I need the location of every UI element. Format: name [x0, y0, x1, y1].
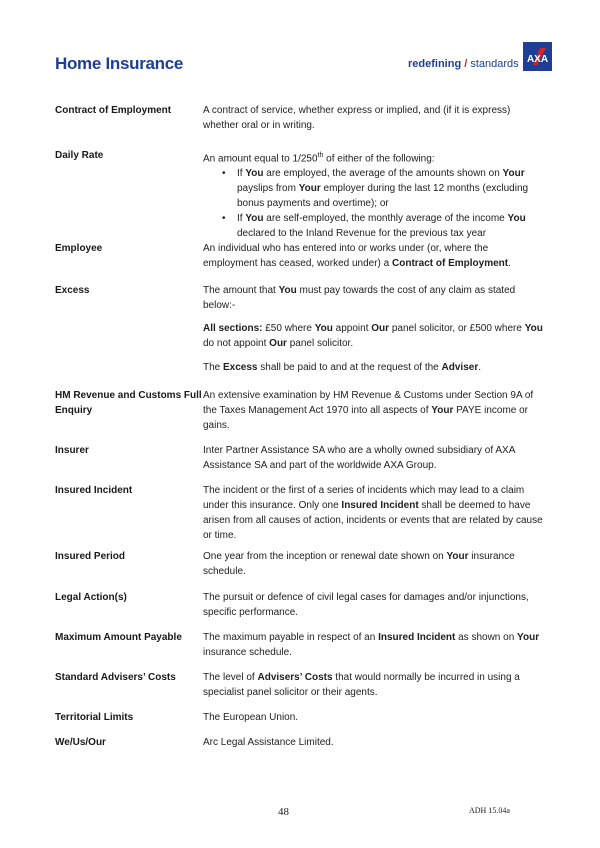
definition-term: Standard Advisers’ Costs [55, 672, 176, 683]
definition-text: A contract of service, whether express or implied, and (if it is express) whether oral or in writing. [203, 105, 511, 131]
definition-term: Maximum Amount Payable [55, 632, 182, 643]
definition-text: An individual who has entered into or works under (or, where the employment has ceased, worked under) a Contract of Employment. [203, 243, 511, 269]
definition-term: Insured Incident [55, 485, 133, 496]
tagline-slash: / [464, 58, 468, 70]
definition-term: Daily Rate [55, 150, 104, 161]
definition-text: An amount equal to 1/250th of either of the following: • If You are employed, the average of the amounts shown on Your payslips from Your employer during the last 12 months (excluding bonus payments and overtime); or • If You are self-employed, the monthly average of the income You declared to the Inland Revenue for the previous tax year [203, 148, 545, 241]
definition-term: We/Us/Our [55, 737, 106, 748]
definition-term: Contract of Employment [55, 105, 172, 116]
definition-term: Insured Period [55, 551, 126, 562]
definition-row [55, 549, 545, 590]
definition-row [55, 241, 545, 283]
definition-text: The European Union. [203, 712, 299, 723]
definition-term: Excess [55, 285, 90, 296]
bullet-list [203, 166, 545, 241]
definition-text: Inter Partner Assistance SA who are a wholly owned subsidiary of AXA Assistance SA and part of the worldwide AXA Group. [203, 445, 515, 471]
definition-text: The incident or the first of a series of incidents which may lead to a claim under this insurance. Only one Insured Incident shall be deemed to have arisen from all causes of action, incidents or events that are related by cause or time. [203, 485, 543, 541]
definition-text: The amount that You must pay towards the cost of any claim as stated below:- All sections: £50 where You appoint Our panel solicitor, or £500 where You do not appoint Our panel solicitor. The Excess shall be paid to and at the request of the Adviser. [203, 285, 543, 373]
page-title: Home Insurance [55, 54, 184, 73]
axa-logo-text: AXA [526, 54, 549, 65]
definition-text: An extensive examination by HM Revenue & Customs under Section 9A of the Taxes Management Act 1970 into all aspects of Your PAYE income or gains. [203, 390, 534, 431]
definition-row [55, 483, 545, 549]
bullet-item: • If You are self-employed, the monthly average of the income You declared to the Inland Revenue for the previous tax year [237, 211, 545, 241]
definition-row [55, 710, 545, 735]
definition-term: HM Revenue and Customs Full Enquiry [55, 390, 202, 416]
definition-row [55, 735, 545, 755]
tagline-standards: standards [470, 58, 519, 70]
definition-term: Legal Action(s) [55, 592, 127, 603]
page-number: 48 [278, 806, 289, 818]
definition-row [55, 630, 545, 670]
definition-text: The level of Advisers’ Costs that would normally be incurred in using a specialist panel solicitor or their agents. [203, 672, 520, 698]
definition-row [55, 283, 545, 388]
definition-row [55, 443, 545, 483]
document-reference: ADH 15.04a [469, 806, 510, 815]
definition-row [55, 148, 545, 241]
definition-row [55, 590, 545, 630]
tagline-redefining: redefining [408, 58, 462, 70]
definition-term: Employee [55, 243, 103, 254]
definition-term: Insurer [55, 445, 89, 456]
definition-row [55, 670, 545, 710]
definition-text: The pursuit or defence of civil legal cases for damages and/or injunctions, specific performance. [203, 592, 529, 618]
definition-text: The maximum payable in respect of an Insured Incident as shown on Your insurance schedule. [203, 632, 540, 658]
page-header [0, 0, 600, 90]
definitions-list [55, 103, 545, 755]
definition-row [55, 388, 545, 443]
tagline [408, 58, 519, 70]
definition-text: One year from the inception or renewal date shown on Your insurance schedule. [203, 551, 515, 577]
bullet-item: • If You are employed, the average of the amounts shown on Your payslips from Your employer during the last 12 months (excluding bonus payments and overtime); or [237, 166, 545, 211]
definition-row [55, 103, 545, 148]
definition-text: Arc Legal Assistance Limited. [203, 737, 334, 748]
axa-logo [523, 42, 552, 71]
definition-term: Territorial Limits [55, 712, 134, 723]
